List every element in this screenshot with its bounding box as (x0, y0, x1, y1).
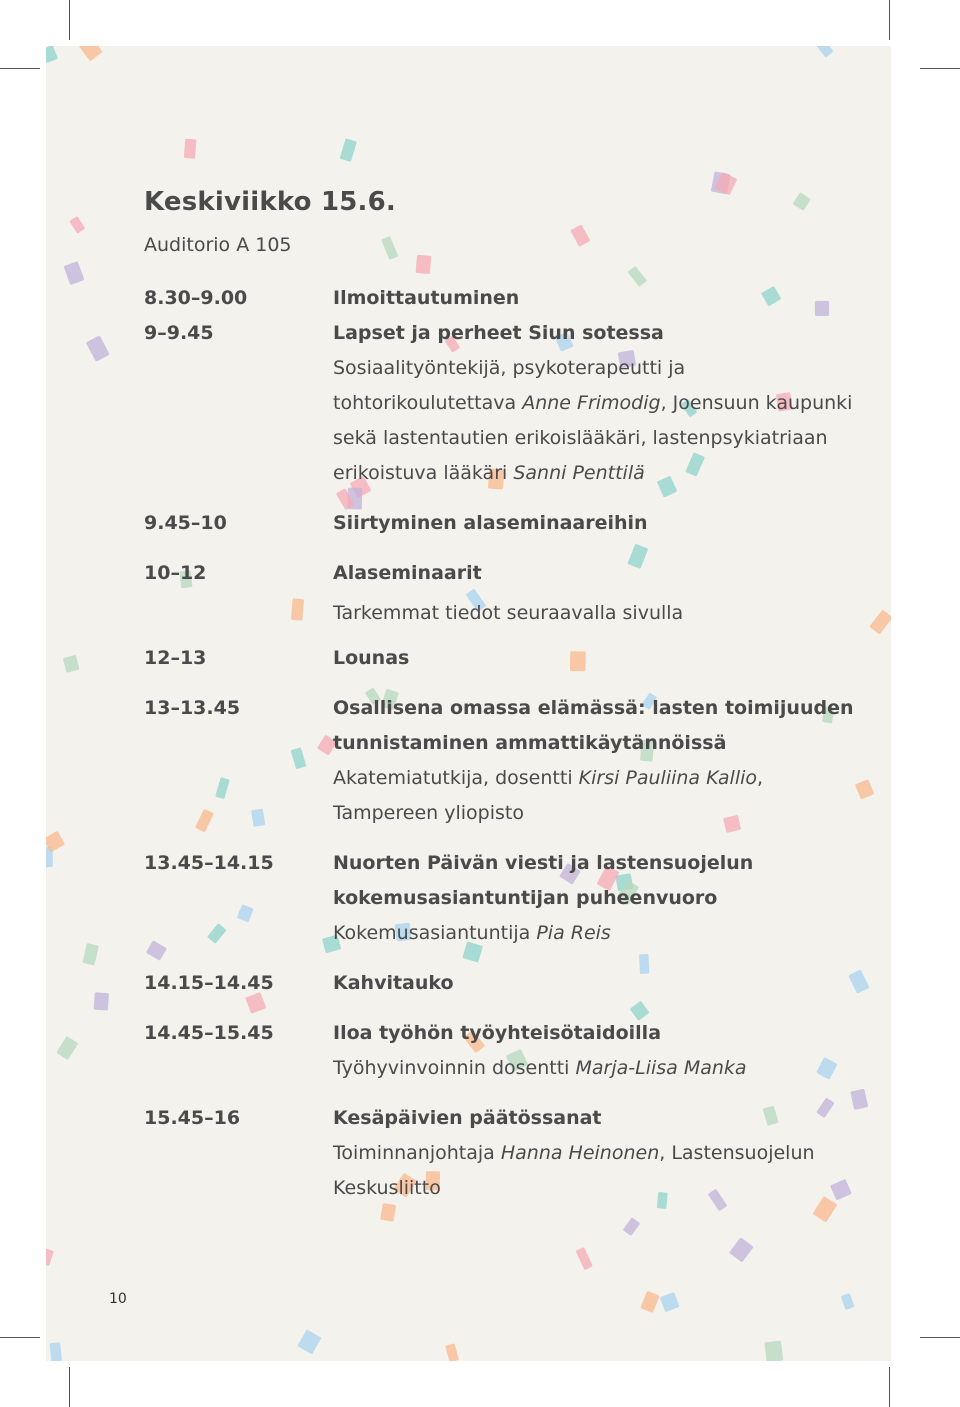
schedule-content (333, 641, 833, 676)
session-title: Nuorten Päivän viesti ja lastensuojelun (333, 852, 754, 874)
schedule-time: 9–9.45 (144, 322, 214, 344)
page-title: Keskiviikko 15.6. (144, 187, 396, 217)
location-subtitle: Auditorio A 105 (144, 234, 292, 256)
speaker-name: Anne Frimodig (522, 392, 661, 414)
speaker-name: Kirsi Pauliina Kallio (578, 767, 757, 789)
confetti-piece (86, 335, 110, 362)
detail-text: Tampereen yliopisto (333, 802, 524, 824)
confetti-piece (46, 1248, 54, 1266)
crop-mark (69, 0, 70, 40)
schedule-content (333, 966, 833, 1001)
schedule-time: 15.45–16 (144, 1107, 241, 1129)
schedule-time: 13.45–14.15 (144, 852, 274, 874)
session-detail (333, 351, 833, 386)
confetti-piece (291, 747, 307, 769)
program-page (46, 46, 891, 1361)
detail-text: Tarkemmat tiedot seuraavalla sivulla (333, 602, 684, 624)
confetti-piece (78, 46, 103, 61)
confetti-piece (69, 216, 85, 234)
session-title: Lounas (333, 647, 410, 669)
speaker-name: Pia Reis (536, 922, 611, 944)
detail-text: , Joensuun kaupunki (660, 392, 853, 414)
schedule-time: 14.45–15.45 (144, 1022, 274, 1044)
schedule-time: 8.30–9.00 (144, 287, 248, 309)
confetti-piece (56, 1036, 78, 1060)
speaker-name: Sanni Penttilä (513, 462, 645, 484)
confetti-piece (850, 1089, 868, 1110)
confetti-piece (570, 224, 590, 247)
schedule-content (333, 316, 853, 491)
confetti-piece (195, 809, 214, 833)
schedule-content (333, 1101, 833, 1206)
schedule-content (333, 506, 833, 541)
schedule-time: 12–13 (144, 647, 207, 669)
detail-text: Kokemusasiantuntija (333, 922, 537, 944)
crop-mark (0, 1337, 40, 1338)
confetti-piece (207, 923, 227, 944)
confetti-piece (184, 139, 197, 159)
confetti-piece (146, 940, 167, 961)
crop-mark (889, 1367, 890, 1407)
confetti-piece (291, 598, 304, 620)
confetti-piece (82, 943, 98, 966)
confetti-piece (660, 1292, 680, 1312)
confetti-piece (764, 1341, 783, 1361)
confetti-piece (848, 969, 869, 993)
detail-text: Työhyvinvoinnin dosentti (333, 1057, 576, 1079)
schedule-content (333, 556, 833, 631)
session-detail (333, 1136, 833, 1171)
detail-text: Keskusliitto (333, 1177, 441, 1199)
schedule-content (333, 281, 833, 316)
confetti-piece (623, 1217, 641, 1236)
confetti-piece (841, 1293, 855, 1310)
confetti-piece (94, 992, 109, 1010)
crop-mark (920, 68, 960, 69)
confetti-piece (640, 1291, 659, 1313)
session-title-cont: kokemusasiantuntijan puheenvuoro (333, 887, 718, 909)
confetti-piece (63, 655, 80, 673)
confetti-piece (416, 255, 432, 274)
confetti-piece (576, 1247, 593, 1270)
detail-text: Toiminnanjohtaja (333, 1142, 501, 1164)
session-detail (333, 596, 833, 631)
speaker-name: Hanna Heinonen (500, 1142, 660, 1164)
session-title: Siirtyminen alaseminaareihin (333, 512, 648, 534)
session-detail (333, 1051, 833, 1086)
confetti-piece (46, 831, 65, 853)
speaker-name: Marja-Liisa Manka (575, 1057, 747, 1079)
detail-text: , (757, 767, 764, 789)
schedule-time: 14.15–14.45 (144, 972, 274, 994)
schedule-content (333, 1016, 833, 1086)
session-detail (333, 916, 833, 951)
confetti-piece (215, 777, 230, 799)
detail-text: Akatemiatutkija, dosentti (333, 767, 579, 789)
schedule-content (333, 846, 833, 951)
session-title: Osallisena omassa elämässä: lasten toimijuuden (333, 697, 854, 719)
session-title: Alaseminaarit (333, 562, 482, 584)
crop-mark (0, 68, 40, 69)
confetti-piece (830, 1179, 852, 1201)
session-title: Ilmoittautuminen (333, 287, 520, 309)
session-detail (333, 386, 853, 421)
detail-text: , Lastensuojelun (659, 1142, 815, 1164)
crop-mark (69, 1367, 70, 1407)
page-number: 10 (109, 1291, 127, 1307)
confetti-piece (729, 1237, 754, 1262)
confetti-piece (815, 46, 834, 58)
session-detail (333, 421, 833, 456)
confetti-piece (237, 904, 254, 922)
detail-text: sekä lastentautien erikoislääkäri, lastenpsykiatriaan (333, 427, 828, 449)
detail-text: Sosiaalityöntekijä, psykoterapeutti ja (333, 357, 686, 379)
confetti-piece (381, 236, 398, 260)
confetti-piece (445, 1343, 459, 1361)
session-detail (333, 796, 833, 831)
schedule-content (333, 691, 854, 831)
session-title: Kesäpäivien päätössanat (333, 1107, 602, 1129)
confetti-piece (46, 46, 58, 63)
crop-mark (889, 0, 890, 40)
session-title: Iloa työhön työyhteisötaidoilla (333, 1022, 662, 1044)
session-title-cont: tunnistaminen ammattikäytännöissä (333, 732, 727, 754)
schedule-time: 9.45–10 (144, 512, 227, 534)
session-title: Lapset ja perheet Siun sotessa (333, 322, 664, 344)
confetti-piece (50, 1342, 62, 1361)
confetti-piece (792, 192, 810, 211)
session-detail (333, 761, 833, 796)
confetti-piece (340, 138, 357, 162)
detail-text: tohtorikoulutettava (333, 392, 523, 414)
confetti-piece (64, 261, 85, 285)
session-title: Kahvitauko (333, 972, 454, 994)
confetti-piece (869, 609, 891, 634)
crop-mark (920, 1337, 960, 1338)
schedule-time: 13–13.45 (144, 697, 241, 719)
confetti-piece (297, 1329, 321, 1354)
detail-text: erikoistuva lääkäri (333, 462, 514, 484)
session-detail (333, 1171, 833, 1206)
session-detail (333, 456, 833, 491)
confetti-piece (855, 779, 874, 799)
confetti-piece (251, 809, 265, 827)
schedule-time: 10–12 (144, 562, 207, 584)
